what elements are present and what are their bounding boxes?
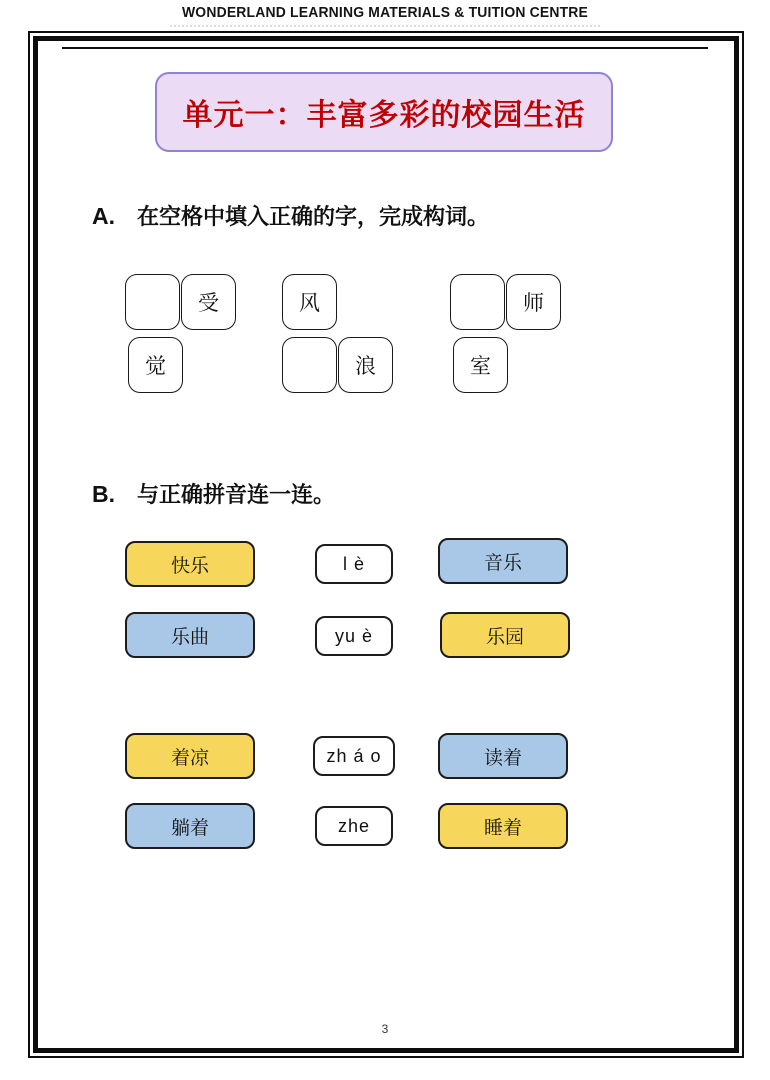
word-box: 乐曲 [125,612,255,658]
answer-cell-empty [450,274,505,330]
word-box: 着凉 [125,733,255,779]
char-cell: 觉 [128,337,183,393]
word-box: 读着 [438,733,568,779]
word-box: 乐园 [440,612,570,658]
answer-cell-empty [282,337,337,393]
section-a-label: A. [92,203,115,229]
pinyin-box: l è [315,544,393,584]
char-cell: 师 [506,274,561,330]
char-cell: 受 [181,274,236,330]
header-title: WONDERLAND LEARNING MATERIALS & TUITION CENTRE [181,5,589,21]
answer-cell-empty [125,274,180,330]
header-divider [170,25,600,27]
section-a-instruction: 在空格中填入正确的字，完成构词。 [137,205,490,230]
word-box: 快乐 [125,541,255,587]
section-b-label: B. [92,481,115,507]
unit-title: 单元一：丰富多彩的校园生活 [182,98,586,133]
section-b-heading [92,478,335,509]
section-b-instruction: 与正确拼音连一连。 [137,483,336,508]
word-box: 躺着 [125,803,255,849]
page-number: 3 [381,1022,389,1036]
word-box: 睡着 [438,803,568,849]
top-rule [62,47,708,49]
word-box: 音乐 [438,538,568,584]
unit-title-banner [155,72,613,152]
pinyin-box: zhe [315,806,393,846]
section-a-heading [92,200,489,231]
char-cell: 室 [453,337,508,393]
char-cell: 风 [282,274,337,330]
pinyin-box: zh á o [313,736,395,776]
char-cell: 浪 [338,337,393,393]
pinyin-box: yu è [315,616,393,656]
